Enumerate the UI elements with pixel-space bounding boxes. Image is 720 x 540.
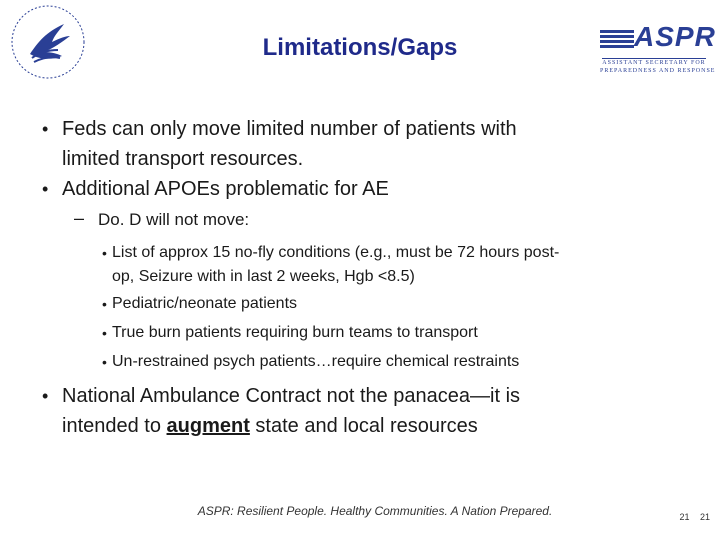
page-title: Limitations/Gaps bbox=[262, 34, 458, 61]
aspr-logo-word: ASPR bbox=[634, 21, 716, 52]
sub-sub-bullet-item bbox=[102, 292, 682, 316]
sub-sub-bullet-text: True burn patients requiring burn teams to transport bbox=[112, 324, 478, 341]
aspr-logo bbox=[600, 21, 716, 74]
bullet-dot-icon: • bbox=[42, 386, 49, 406]
bullet-item bbox=[42, 174, 662, 204]
aspr-stripes-icon bbox=[600, 30, 634, 52]
footer-tagline: ASPR: Resilient People. Healthy Communities. A Nation Prepared. bbox=[197, 504, 553, 518]
bullet-text: Feds can only move limited number of patients with bbox=[62, 118, 517, 140]
sub-sub-bullet-item bbox=[102, 241, 682, 289]
bullet-text: limited transport resources. bbox=[62, 148, 304, 170]
augment-emphasis: augment bbox=[166, 415, 250, 437]
bullet-text: National Ambulance Contract not the panacea—it is bbox=[62, 385, 521, 407]
aspr-logo-rule bbox=[602, 58, 706, 59]
sub-sub-bullet-item bbox=[102, 350, 682, 374]
bullet-dot-icon: • bbox=[102, 296, 107, 312]
aspr-logo-line1: ASSISTANT SECRETARY FOR bbox=[602, 60, 706, 66]
sub-sub-bullet-text: Pediatric/neonate patients bbox=[112, 295, 298, 312]
sub-sub-bullet-text: List of approx 15 no-fly conditions (e.g., must be 72 hours post- bbox=[112, 244, 560, 261]
bullet-dot-icon: • bbox=[42, 119, 49, 139]
sub-sub-bullet-text: Un-restrained psych patients…require chemical restraints bbox=[112, 353, 520, 370]
bullet-item bbox=[42, 381, 662, 441]
bullet-item bbox=[42, 114, 662, 174]
sub-sub-bullet-text: op, Seizure with in last 2 weeks, Hgb <8.5) bbox=[112, 268, 415, 285]
bullet-dot-icon: • bbox=[42, 179, 49, 199]
bullet-dot-icon: • bbox=[102, 354, 107, 370]
dash-icon: – bbox=[74, 208, 85, 228]
bullet-text-pre: intended to bbox=[62, 415, 167, 437]
sub-sub-bullet-item bbox=[102, 321, 682, 345]
sub-bullet-item bbox=[74, 208, 250, 232]
bullet-text-post: state and local resources bbox=[249, 415, 478, 437]
page-number: 21 bbox=[699, 512, 710, 522]
bullet-text-line2 bbox=[62, 411, 662, 441]
page-number: 21 bbox=[679, 512, 690, 522]
aspr-logo-line2: PREPAREDNESS AND RESPONSE bbox=[600, 68, 716, 74]
sub-bullet-text: Do. D will not move: bbox=[98, 210, 250, 229]
page-numbers bbox=[671, 512, 710, 522]
bullet-text: Additional APOEs problematic for AE bbox=[62, 178, 389, 200]
bullet-dot-icon: • bbox=[102, 245, 107, 261]
bullet-dot-icon: • bbox=[102, 325, 107, 341]
